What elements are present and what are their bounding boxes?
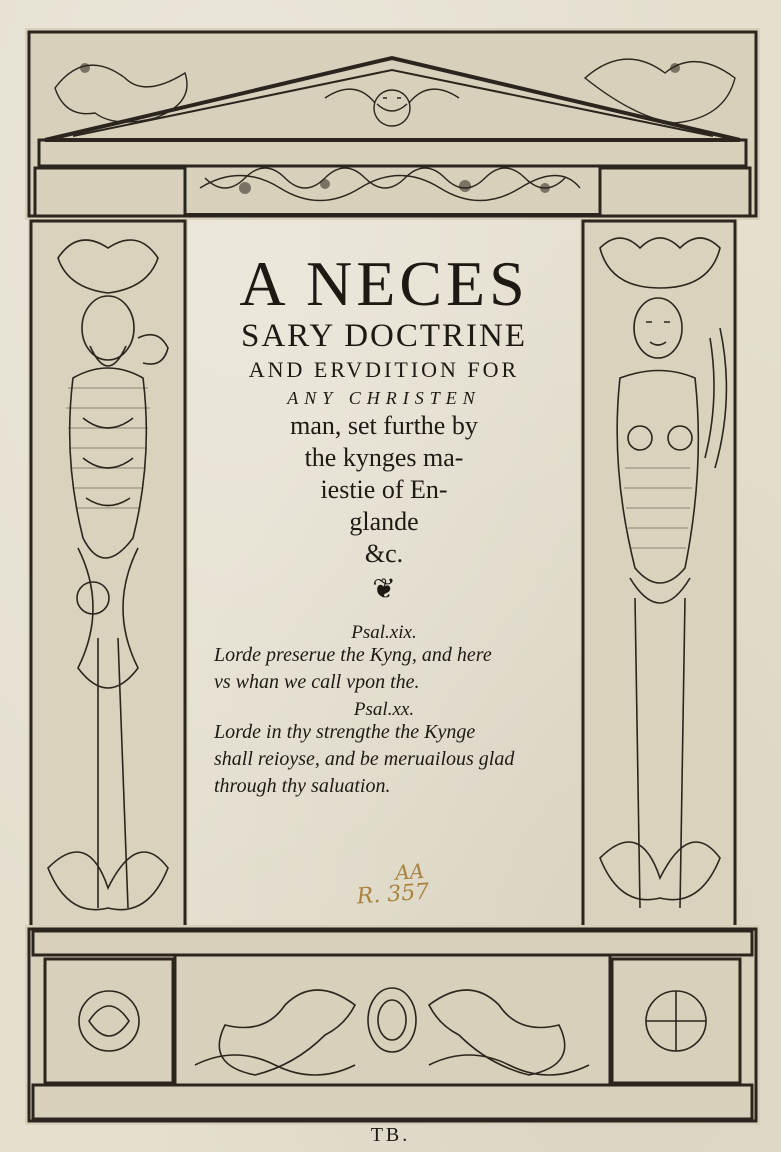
title-line-6: the kynges ma- (304, 443, 464, 472)
verse-1-line-2: vs whan we call vpon the. (214, 671, 420, 693)
citation-psalm-19: Psal.xix. (351, 622, 417, 643)
title-line-5: man, set furthe by (290, 411, 478, 440)
verse-1-line-1: Lorde preserue the Kyng, and here (214, 644, 492, 666)
title-line-2: SARY DOCTRINE (240, 318, 528, 354)
title-line-4: ANY CHRISTEN (287, 388, 481, 408)
title-line-7: iestie of En- (320, 475, 448, 504)
printer-mark: TB. (370, 1124, 411, 1146)
woodcut-pediment (25, 28, 760, 220)
woodcut-right-column (580, 218, 738, 930)
manuscript-shelfmark-note (355, 860, 430, 909)
verse-2-line-1: Lorde in thy strengthe the Kynge (214, 721, 476, 743)
title-line-1: A NECES (239, 248, 529, 319)
title-line-8: glande (349, 507, 419, 536)
woodcut-left-column (28, 218, 188, 930)
woodcut-pedestal (25, 925, 760, 1125)
citation-psalm-20: Psal.xx. (353, 699, 415, 720)
title-line-9: &c. (364, 539, 404, 568)
verse-2-line-3: through thy saluation. (214, 775, 391, 797)
title-line-3: AND ERVDITION FOR (248, 357, 520, 382)
manuscript-note-line-1: AA (394, 858, 425, 885)
verse-2-line-2: shall reioyse, and be meruailous glad (214, 748, 515, 770)
title-text-panel (188, 222, 580, 924)
manuscript-note-line-2: R. 357 (355, 879, 431, 910)
aldine-leaf-icon: ❦ (372, 572, 396, 605)
